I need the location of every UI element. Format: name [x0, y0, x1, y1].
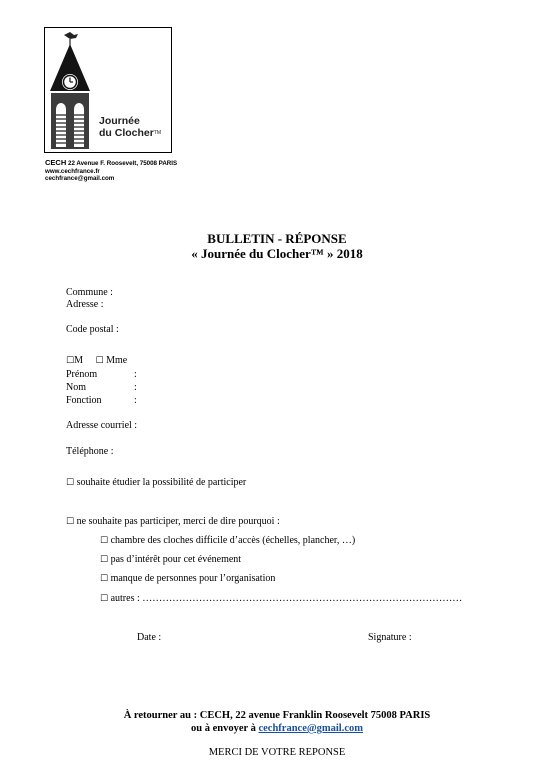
- reason-item[interactable]: [100, 535, 355, 547]
- checkbox-reason-other[interactable]: ☐: [100, 594, 109, 604]
- footer-return: [0, 710, 554, 721]
- date-label[interactable]: Date :: [137, 632, 162, 643]
- checkbox-participate[interactable]: ☐: [66, 478, 75, 488]
- checkbox-mme[interactable]: ☐: [95, 356, 104, 366]
- checkbox-reason-staff[interactable]: ☐: [100, 574, 109, 584]
- field-nom[interactable]: Nom :: [66, 382, 137, 393]
- header-street: 22 Avenue F. Roosevelt, 75008 PARIS: [68, 160, 178, 167]
- label-m: M: [74, 355, 83, 366]
- label-prenom: Prénom: [66, 369, 98, 380]
- checkbox-m[interactable]: ☐: [66, 356, 75, 366]
- header-org: CECH: [45, 158, 67, 167]
- logo-name-line1: Journée: [99, 115, 140, 127]
- reason-interest-label: pas d’intérêt pour cet événement: [110, 554, 242, 565]
- field-fonction[interactable]: Fonction :: [66, 395, 137, 406]
- form-subtitle: « Journée du Clocher™ » 2018: [191, 246, 363, 261]
- header-address: [45, 159, 177, 183]
- label-mme: Mme: [106, 355, 128, 366]
- logo-name-line2: du Clocher: [99, 127, 154, 139]
- option-decline-label: ne souhaite pas participer, merci de dire pourquoi :: [76, 516, 280, 527]
- field-code-postal[interactable]: Code postal :: [66, 324, 119, 335]
- checkbox-decline[interactable]: ☐: [66, 517, 75, 527]
- label-fonction: Fonction: [66, 395, 102, 406]
- field-courriel[interactable]: Adresse courriel :: [66, 420, 138, 431]
- civility-row: [66, 355, 127, 367]
- logo-tm: TM: [153, 130, 162, 136]
- footer-email-link[interactable]: cechfrance@gmail.com: [258, 723, 363, 734]
- signature-label[interactable]: Signature :: [368, 632, 412, 643]
- footer-return-address: CECH, 22 avenue Franklin Roosevelt 75008 PARIS: [199, 710, 431, 721]
- field-prenom[interactable]: Prénom :: [66, 369, 137, 380]
- option-participate[interactable]: [66, 477, 246, 489]
- reason-item[interactable]: [100, 554, 241, 566]
- footer-send: [0, 723, 554, 734]
- header-website[interactable]: www.cechfrance.fr: [45, 167, 100, 175]
- label-nom: Nom: [66, 382, 86, 393]
- checkbox-reason-access[interactable]: ☐: [100, 536, 109, 546]
- field-commune[interactable]: Commune :: [66, 287, 113, 298]
- option-decline[interactable]: [66, 516, 280, 528]
- form-title: BULLETIN - RÉPONSE: [207, 231, 347, 246]
- reason-staff-label: manque de personnes pour l’organisation: [110, 573, 276, 584]
- reason-item[interactable]: [100, 593, 480, 605]
- footer-thanks: MERCI DE VOTRE REPONSE: [208, 747, 346, 758]
- reason-item[interactable]: [100, 573, 275, 585]
- footer-send-prefix: ou à envoyer à: [190, 723, 256, 734]
- option-participate-label: souhaite étudier la possibilité de participer: [76, 477, 247, 488]
- checkbox-reason-interest[interactable]: ☐: [100, 555, 109, 565]
- reason-other-label: autres : ……………………………………………………………………………………: [110, 593, 463, 604]
- field-telephone[interactable]: Téléphone :: [66, 446, 114, 457]
- reason-access-label: chambre des cloches difficile d’accès (échelles, plancher, …): [110, 535, 356, 546]
- header-email[interactable]: cechfrance@gmail.com: [45, 175, 115, 183]
- footer-return-label: À retourner au :: [123, 710, 198, 721]
- logo-wordmark: [99, 115, 161, 139]
- field-adresse[interactable]: Adresse :: [66, 299, 104, 310]
